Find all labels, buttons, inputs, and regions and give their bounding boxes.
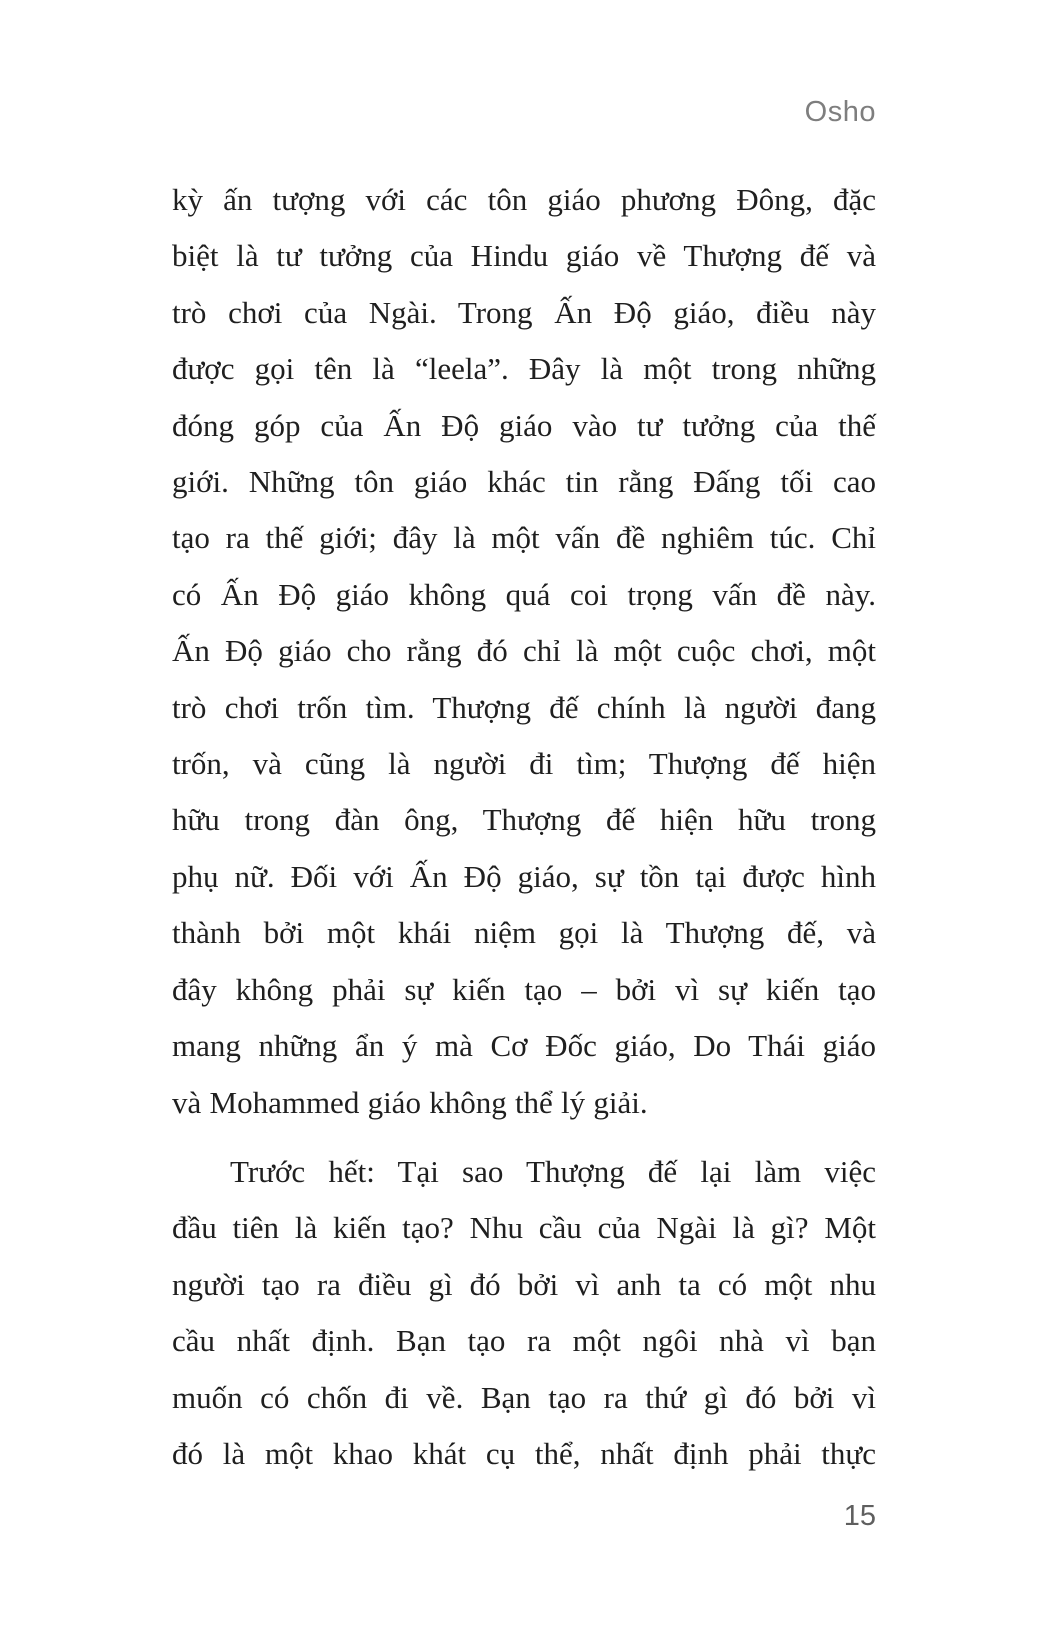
text-line: người tạo ra điều gì đó bởi vì anh ta có một nhu bbox=[172, 1266, 876, 1302]
text-line: và Mohammed giáo không thể lý giải. bbox=[172, 1084, 648, 1120]
text-line: được gọi tên là “leela”. Đây là một trong những bbox=[172, 351, 876, 387]
text-line: đó là một khao khát cụ thể, nhất định phải thực bbox=[172, 1435, 876, 1471]
text-line: hữu trong đàn ông, Thượng đế hiện hữu trong bbox=[172, 802, 876, 838]
paragraph-1 bbox=[172, 172, 876, 1131]
text-line: đầu tiên là kiến tạo? Nhu cầu của Ngài là gì? Một bbox=[172, 1210, 876, 1246]
text-line: trò chơi trốn tìm. Thượng đế chính là người đang bbox=[172, 689, 876, 725]
text-line: đây không phải sự kiến tạo – bởi vì sự kiến tạo bbox=[172, 971, 876, 1007]
text-line: phụ nữ. Đối với Ấn Độ giáo, sự tồn tại được hình bbox=[172, 858, 876, 894]
text-line: có Ấn Độ giáo không quá coi trọng vấn đề này. bbox=[172, 576, 876, 612]
text-line: trò chơi của Ngài. Trong Ấn Độ giáo, điều này bbox=[172, 294, 876, 330]
running-header: Osho bbox=[804, 96, 876, 128]
text-line: Ấn Độ giáo cho rằng đó chỉ là một cuộc chơi, một bbox=[172, 633, 876, 669]
text-line: đóng góp của Ấn Độ giáo vào tư tưởng của thế bbox=[172, 407, 876, 443]
text-line: thành bởi một khái niệm gọi là Thượng đế, và bbox=[172, 915, 876, 951]
text-line: muốn có chốn đi về. Bạn tạo ra thứ gì đó bởi vì bbox=[172, 1379, 876, 1415]
text-line: biệt là tư tưởng của Hindu giáo về Thượng đế và bbox=[172, 238, 876, 274]
text-line: trốn, và cũng là người đi tìm; Thượng đế hiện bbox=[172, 746, 876, 782]
text-line: tạo ra thế giới; đây là một vấn đề nghiêm túc. Chỉ bbox=[172, 520, 876, 556]
text-line: Trước hết: Tại sao Thượng đế lại làm việc bbox=[230, 1153, 876, 1189]
paragraph-2 bbox=[172, 1144, 876, 1482]
text-line: mang những ẩn ý mà Cơ Đốc giáo, Do Thái giáo bbox=[172, 1028, 876, 1064]
text-line: cầu nhất định. Bạn tạo ra một ngôi nhà vì bạn bbox=[172, 1323, 876, 1359]
page-number: 15 bbox=[843, 1500, 876, 1532]
text-line: giới. Những tôn giáo khác tin rằng Đấng tối cao bbox=[172, 464, 876, 500]
body-text bbox=[172, 172, 876, 1482]
text-line: kỳ ấn tượng với các tôn giáo phương Đông, đặc bbox=[172, 182, 876, 217]
